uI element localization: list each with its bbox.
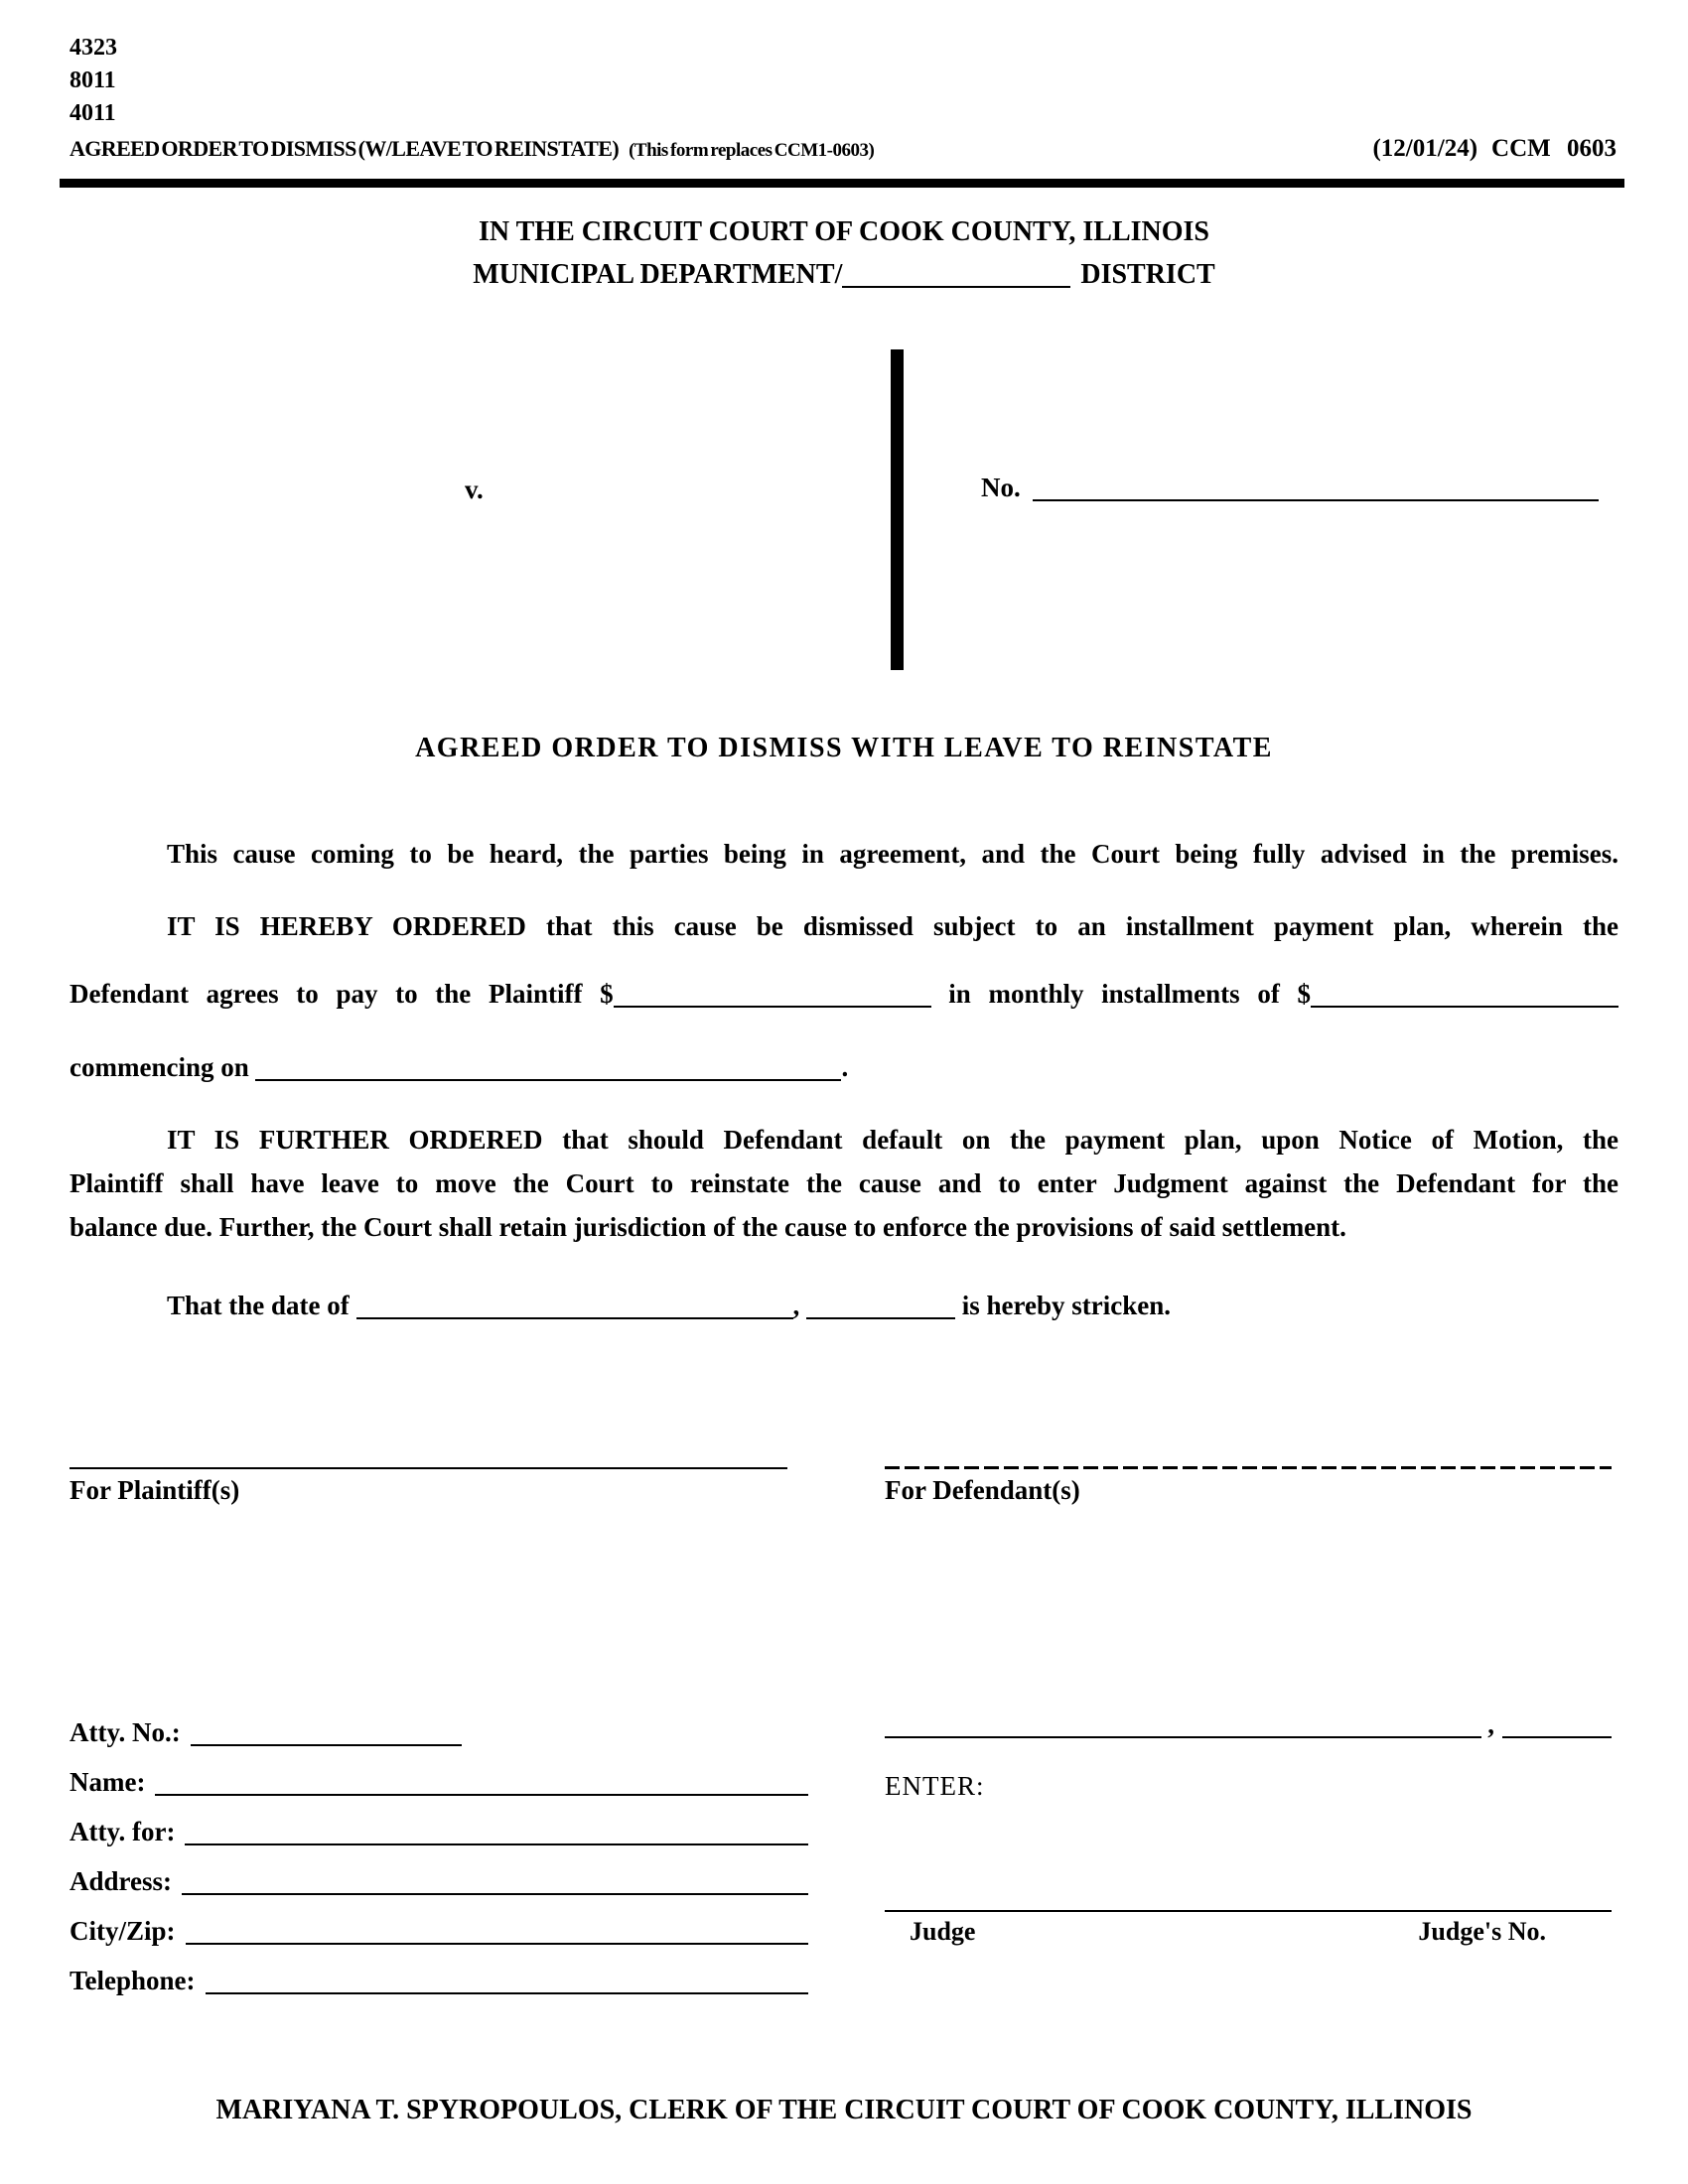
entry-date-comma: , [1487, 1709, 1494, 1739]
attorney-info-block [70, 1707, 808, 2005]
form-code: CCM 0603 [1491, 135, 1617, 162]
further-ordered-line3: balance due. Further, the Court shall retain jurisdiction of the cause to enforce the provisions of said settlement. [70, 1212, 1346, 1242]
stricken-text-a: That the date of [167, 1291, 350, 1320]
installment-amount-blank [1311, 1004, 1618, 1008]
ordered-line3 [70, 1050, 1618, 1084]
form-number-list [70, 32, 117, 130]
atty-address-blank [182, 1891, 808, 1895]
form-header-right [1372, 135, 1617, 163]
court-name: IN THE CIRCUIT COURT OF COOK COUNTY, ILLINOIS [479, 216, 1209, 247]
commencing-label: commencing on [70, 1052, 249, 1082]
atty-name-label: Name: [70, 1767, 146, 1797]
atty-no-blank [191, 1742, 462, 1746]
stricken-comma: , [792, 1291, 800, 1320]
caption-divider-bar [891, 349, 904, 670]
form-number: 8011 [70, 68, 116, 93]
entry-date-suffix-blank [1502, 1734, 1612, 1738]
district-blank-line [842, 284, 1070, 288]
replaces-note: (This form replaces CCM1-0603) [629, 140, 875, 161]
atty-name-blank [155, 1792, 808, 1796]
versus-label: v. [465, 475, 484, 504]
atty-no-label: Atty. No.: [70, 1717, 181, 1747]
department-line [0, 253, 1688, 296]
stricken-date-line [70, 1291, 1618, 1321]
enter-label: ENTER: [885, 1771, 985, 1801]
form-title-header: AGREED ORDER TO DISMISS (W/LEAVE TO REINSTATE) [70, 136, 620, 161]
case-number-label: No. [981, 473, 1021, 502]
revision-date: (12/01/24) [1372, 135, 1478, 162]
header-rule [60, 179, 1624, 188]
ordered-line2-text-b: in monthly installments of $ [948, 979, 1311, 1009]
atty-city-zip-field-row [70, 1906, 808, 1956]
commencing-period: . [841, 1052, 849, 1082]
atty-city-zip-label: City/Zip: [70, 1916, 176, 1946]
plaintiff-signature-line [70, 1467, 787, 1469]
form-header [70, 135, 1617, 163]
defendant-signature-line [885, 1466, 1612, 1469]
entry-date-row [885, 1700, 1612, 1749]
recitals-paragraph: This cause coming to be heard, the parties being in agreement, and the Court being fully advised in the premises. [167, 839, 1618, 869]
court-heading [0, 210, 1688, 296]
ordered-line2-text-a: Defendant agrees to pay to the Plaintiff $ [70, 979, 614, 1009]
stricken-detail-blank [806, 1315, 955, 1319]
settlement-amount-blank [614, 1004, 931, 1008]
atty-no-field-row [70, 1707, 808, 1757]
order-title: AGREED ORDER TO DISMISS WITH LEAVE TO REINSTATE [415, 733, 1273, 763]
atty-for-field-row [70, 1807, 808, 1856]
atty-for-label: Atty. for: [70, 1817, 176, 1846]
atty-telephone-blank [206, 1990, 808, 1994]
further-ordered-line2: Plaintiff shall have leave to move the Court to reinstate the cause and to enter Judgment against the Defendant for the [70, 1168, 1618, 1198]
entry-date-blank [885, 1734, 1481, 1738]
clerk-footer: MARIYANA T. SPYROPOULOS, CLERK OF THE CIRCUIT COURT OF COOK COUNTY, ILLINOIS [215, 2095, 1473, 2125]
atty-telephone-label: Telephone: [70, 1966, 196, 1995]
for-plaintiffs-label: For Plaintiff(s) [70, 1475, 240, 1505]
stricken-date-blank [356, 1315, 793, 1319]
case-number-row [981, 473, 1599, 503]
order-entry-block [885, 1700, 1612, 1952]
district-label: DISTRICT [1080, 259, 1215, 290]
judge-label: Judge [910, 1917, 976, 1946]
judge-labels-row [885, 1912, 1612, 1952]
further-ordered-line1: IT IS FURTHER ORDERED that should Defendant default on the payment plan, upon Notice of Motion, the [167, 1125, 1618, 1155]
atty-for-blank [185, 1842, 808, 1845]
atty-city-zip-blank [186, 1941, 808, 1945]
commencement-date-blank [255, 1077, 841, 1081]
ordered-paragraph [70, 909, 1618, 1084]
further-ordered-paragraph [70, 1118, 1618, 1249]
form-number: 4323 [70, 35, 117, 61]
judge-number-label: Judge's No. [1418, 1917, 1546, 1946]
for-defendants-label: For Defendant(s) [885, 1475, 1080, 1505]
atty-telephone-field-row [70, 1956, 808, 2005]
form-header-left [70, 136, 874, 162]
ordered-line2 [70, 977, 1618, 1011]
atty-address-field-row [70, 1856, 808, 1906]
atty-address-label: Address: [70, 1866, 173, 1896]
form-number: 4011 [70, 100, 116, 126]
atty-name-field-row [70, 1757, 808, 1807]
stricken-text-b: is hereby stricken. [961, 1291, 1171, 1320]
case-number-blank-line [1033, 497, 1599, 501]
ordered-line1: IT IS HEREBY ORDERED that this cause be dismissed subject to an installment payment plan, wherein the [167, 911, 1618, 941]
department-label: MUNICIPAL DEPARTMENT/ [473, 259, 843, 290]
